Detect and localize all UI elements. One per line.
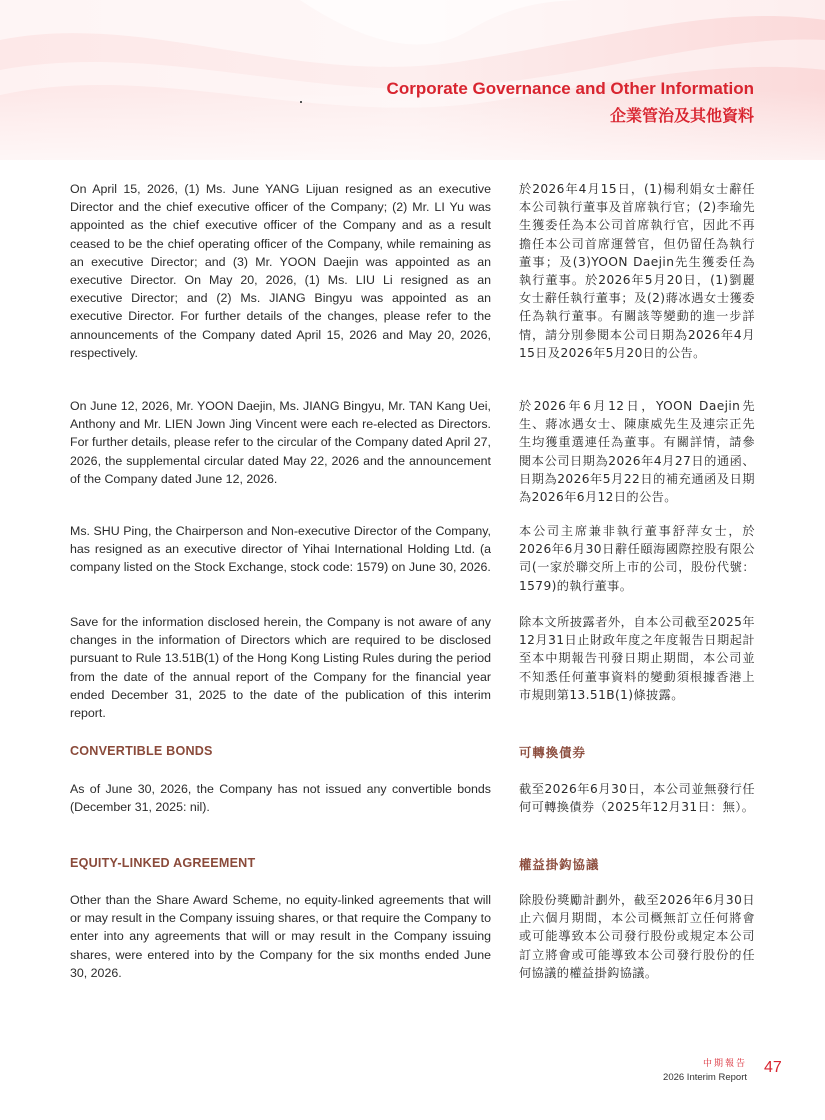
section-title-zh: 企業管治及其他資料: [609, 106, 754, 125]
paragraph-chairperson-zh: 本公司主席兼非執行董事舒萍女士，於2026年6月30日辭任頤海國際控股有限公司(一家於聯交所上市的公司，股份代號：1579)的執行董事。: [519, 524, 755, 593]
paragraph-director-changes-zh: 於2026年4月15日，(1)楊利娟女士辭任本公司執行董事及首席執行官；(2)李瑜先生獲委任為本公司首席執行官，因此不再擔任本公司首席運營官，但仍留任為執行董事；及(3)YOON Daejin先生獲委任為執行董事。於2026年5月20日，(1)劉麗女士辭任執行董事；及(2)蔣冰遇女士獲委任為執行董事。有關該等變動的進一步詳情，請分別參閱本公司日期為2026年4月15日及2026年5月20日的公告。: [519, 182, 755, 360]
paragraph-reelection-en: On June 12, 2026, Mr. YOON Daejin, Ms. JIANG Bingyu, Mr. TAN Kang Uei, Anthony and Mr. LIEN Jown Jing Vincent were each re-elected as Directors. For further details, please refer to the circular of the Company dated April 27, 2026, the supplemental circular dated May 22, 2026 and the announcement of the Company dated June 12, 2026.: [70, 399, 491, 486]
paragraph-equity-linked-en: Other than the Share Award Scheme, no equity-linked agreements that will or may result in the Company issuing shares, or that require the Company to enter into any agreements that will or may result in the Company issuing shares, were entered into by the Company for the six months ended June 30, 2026.: [70, 893, 491, 980]
heading-equity-linked-en: EQUITY-LINKED AGREEMENT: [70, 856, 256, 870]
heading-convertible-bonds-zh: 可轉換債券: [519, 745, 586, 760]
paragraph-equity-linked-zh: 除股份獎勵計劃外，截至2026年6月30日止六個月期間，本公司概無訂立任何將會或可能導致本公司發行股份或規定本公司訂立將會或可能導致本公司發行股份的任何協議的權益掛鈎協議。: [519, 893, 755, 980]
decorative-dot: [300, 101, 302, 103]
page-header: [387, 78, 754, 127]
paragraph-disclosure-zh: 除本文所披露者外，自本公司截至2025年12月31日止財政年度之年度報告日期起計至本中期報告刊發日期止期間，本公司並不知悉任何董事資料的變動須根據香港上市規則第13.51B(1)條披露。: [519, 615, 755, 702]
heading-convertible-bonds-en: CONVERTIBLE BONDS: [70, 744, 213, 758]
paragraph-disclosure-en: Save for the information disclosed herein, the Company is not aware of any changes in the information of Directors which are required to be disclosed pursuant to Rule 13.51B(1) of the Hong Kong Listing Rules during the period from the date of the annual report of the Company for the financial year ended December 31, 2025 to the date of the publication of this interim report.: [70, 615, 491, 721]
page-number: 47: [764, 1059, 782, 1076]
heading-equity-linked-zh: 權益掛鈎協議: [519, 857, 600, 872]
page-footer: [663, 1058, 747, 1084]
section-title-en: Corporate Governance and Other Information: [386, 79, 754, 98]
footer-report-zh: 中期報告: [702, 1059, 747, 1069]
paragraph-convertible-bonds-zh: 截至2026年6月30日，本公司並無發行任何可轉換債券（2025年12月31日：無）。: [519, 782, 755, 815]
paragraph-director-changes-en: On April 15, 2026, (1) Ms. June YANG Lijuan resigned as an executive Director and the chief executive officer of the Company; (2) Mr. LI Yu was appointed as the chief executive officer of the Company and as a result ceased to be the chief operating officer of the Company, while remaining as an executive Director; and (3) Mr. YOON Daejin was appointed as an executive Director. On May 20, 2026, (1) Ms. LIU Li resigned as an executive Director; and (2) Ms. JIANG Bingyu was appointed as an executive Director. For further details of the changes, please refer to the announcements of the Company dated April 15, 2026 and May 20, 2026, respectively.: [70, 182, 491, 360]
paragraph-reelection-zh: 於2026年6月12日，YOON Daejin先生、蔣冰遇女士、陳康威先生及連宗正先生均獲重選連任為董事。有關詳情，請參閱本公司日期為2026年4月27日的通函、日期為2026年5月22日的補充通函及日期為2026年6月12日的公告。: [519, 399, 755, 505]
paragraph-chairperson-en: Ms. SHU Ping, the Chairperson and Non-executive Director of the Company, has resigned as an executive director of Yihai International Holding Ltd. (a company listed on the Stock Exchange, stock code: 1579) on June 30, 2026.: [70, 524, 491, 575]
footer-report-en: 2026 Interim Report: [663, 1072, 747, 1083]
paragraph-convertible-bonds-en: As of June 30, 2026, the Company has not issued any convertible bonds (December 31, 2025: nil).: [70, 782, 491, 815]
